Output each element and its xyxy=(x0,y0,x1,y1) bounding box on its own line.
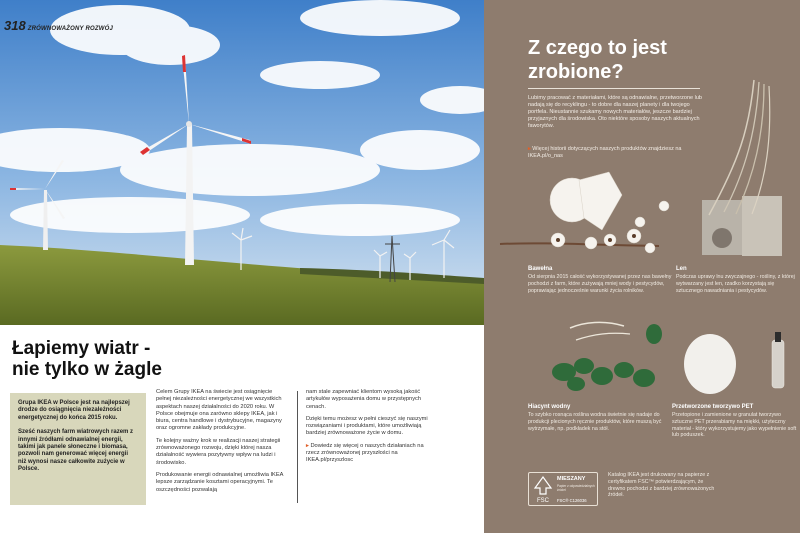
material-title-cotton: Bawełna xyxy=(528,266,553,272)
wind-farm-photo xyxy=(0,0,484,325)
materials-intro: Lubimy pracować z materiałami, które są odnawialne, przetworzone lub nadają się do recyklingu - to dobre dla naszej planety i dla twojego portfela. Nieustannie szukamy nowych materiałów, jeszcze bardziej przyjaznych dla środowiska. Oto niektóre sposoby naszych aktualnych faworytów. xyxy=(528,95,702,130)
material-title-pet: Przetworzone tworzywo PET xyxy=(672,404,754,410)
material-text-linen: Podczas uprawy lnu zwyczajnego - rośliny, z której wytwarzany jest len, rzadko korzystają się sztucznego nawadniania i pestycydów. xyxy=(676,274,795,294)
body-column-2 xyxy=(306,389,438,470)
catalog-note: Katalog IKEA jest drukowany na papierze z certyfikatem FSC™ potwierdzającym, że drewno pochodzi z bardziej zrównoważonych źródeł. xyxy=(608,472,715,499)
body-paragraph: Celem Grupy IKEA na świecie jest osiągnięcie pełnej niezależności energetycznej we wszystkich aspektach naszej działalności do 2020 roku. W Polsce obejmuje ona zarówno sklepy IKEA, jak i biura, centra handlowe i dystrybucyjne, magazyny oraz ogromne zakłady produkcyjne. xyxy=(156,389,282,432)
title-rule xyxy=(528,88,700,89)
section-label: ZRÓWNOWAŻONY ROZWÓJ xyxy=(27,26,114,32)
page-number: 318 ZRÓWNOWAŻONY ROZWÓJ xyxy=(4,18,114,33)
material-title-hyacinth: Hiacynt wodny xyxy=(528,404,571,410)
body-column-1 xyxy=(156,389,288,499)
body-paragraph: Dzięki temu możesz w pełni cieszyć się naszymi rozwiązaniami i produktami, które umożliwiają bardziej zrównoważone życie w domu. xyxy=(306,415,428,437)
column-divider xyxy=(297,391,298,503)
materials-title: Z czego to jest zrobione? xyxy=(528,37,667,83)
future-link[interactable]: ▸ Dowiedz się więcej o naszych działaniach na rzecz zrównoważonej przyszłości na IKEA.pl/przyszlosc xyxy=(306,442,424,464)
headline-line-2: nie tylko w żagle xyxy=(12,359,162,380)
arrow-icon: ▸ xyxy=(528,146,531,152)
intro-paragraph-1: Grupa IKEA w Polsce jest na najlepszej drodze do osiągnięcia niezależności energetycznej do końca 2015 roku. xyxy=(18,400,130,421)
material-text-cotton: Od sierpnia 2015 całość wykorzystywanej przez nas bawełny pochodzi z farm, które zużywają mniej wody i pestycydów, poprawiając jednocześnie warunki życia rolników. xyxy=(528,274,672,294)
fsc-badge: FSC MIESZANY Papier z odpowiedzialnych źródeł FSC® C126036 xyxy=(528,472,598,506)
about-us-link[interactable]: ▸ Więcej historii dotyczących naszych produktów znajdziesz na IKEA.pl/o_nas xyxy=(528,146,682,160)
arrow-icon: ▸ xyxy=(306,442,309,449)
intro-box xyxy=(10,393,146,505)
fsc-tree-icon: FSC xyxy=(532,476,554,504)
body-paragraph: Produkowanie energii odnawialnej umożliwia IKEA lepsze zarządzanie kosztami operacyjnymi. Te oszczędności pozwalają xyxy=(156,471,284,493)
material-text-hyacinth: To szybko rosnąca roślina wodna świetnie się nadaje do produkcji plecionych ręcznie produktów, które muszą być wytrzymałe, np. podkładek na stół. xyxy=(528,412,662,432)
right-page xyxy=(484,0,800,533)
headline-line-1: Łapiemy wiatr - xyxy=(12,338,151,359)
body-paragraph: nam stale zapewniać klientom wysoką jakość artykułów wyposażenia domu w przystępnych cenach. xyxy=(306,389,422,410)
page-headline xyxy=(12,338,252,380)
material-title-linen: Len xyxy=(676,266,687,272)
intro-paragraph-2: Sześć naszych farm wiatrowych razem z innymi źródłami odnawialnej energii, takimi jak panele słoneczne i biomasa, pozwoli nam generować więcej energii niż wynosi nasze całkowite zużycie w Polsce. xyxy=(18,429,134,473)
material-text-pet: Przetopione i zamienione w granulat tworzywo sztuczne PET przerabiamy na miękki, użyteczny materiał - który wykorzystujemy jako wypełnienie soft lub poduszek. xyxy=(672,412,797,439)
body-paragraph: Te kolejny ważny krok w realizacji naszej strategii zrównoważonego rozwoju, dzięki której nasza działalność wywiera pozytywny wpływ na ludzi i środowisko. xyxy=(156,437,281,466)
